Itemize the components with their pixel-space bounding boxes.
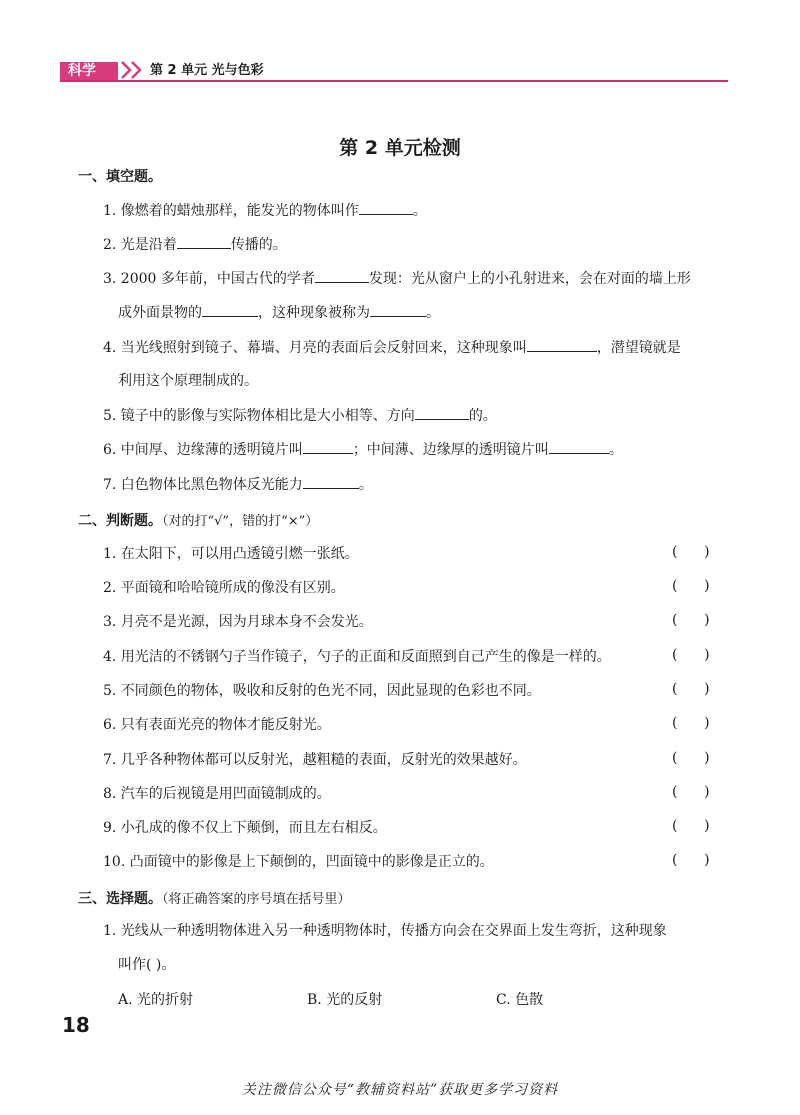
answer-blank[interactable] [527, 337, 597, 352]
answer-blank[interactable] [303, 474, 359, 489]
section-true-false-title: 二、判断题。（对的打“√”，错的打“×”） [78, 513, 319, 529]
fill-question-1: 1. 像燃着的蜡烛那样，能发光的物体叫作 。 [103, 200, 427, 221]
answer-blank[interactable] [359, 200, 413, 215]
answer-paren[interactable]: ( ) [672, 750, 710, 766]
answer-blank[interactable] [549, 439, 609, 454]
fill-question-3-line1: 3. 2000 多年前，中国古代的学者 发现：光从窗户上的小孔射进来，会在对面的墙上形 [103, 268, 691, 289]
answer-paren[interactable]: ( ) [672, 818, 710, 834]
answer-paren[interactable]: ( ) [672, 578, 710, 594]
answer-paren[interactable]: ( ) [672, 612, 710, 628]
answer-paren[interactable]: ( ) [672, 715, 710, 731]
answer-paren[interactable]: ( ) [672, 647, 710, 663]
fill-question-4-line2: 利用这个原理制成的。 [118, 373, 258, 389]
answer-blank[interactable] [177, 234, 231, 249]
fill-question-4-line1: 4. 当光线照射到镜子、幕墙、月亮的表面后会反射回来，这种现象叫 ，潜望镜就是 [103, 337, 681, 358]
subject-tag: 科学 [60, 62, 118, 80]
page-title: 第 2 单元检测 [339, 137, 461, 159]
page-header [60, 60, 728, 82]
double-chevron-icon [120, 60, 146, 80]
judge-item-1: 1. 在太阳下，可以用凸透镜引燃一张纸。 [103, 546, 359, 562]
judge-item-9: 9. 小孔成的像不仅上下颠倒，而且左右相反。 [103, 820, 387, 836]
choice-option-a[interactable]: A. 光的折射 [118, 992, 194, 1008]
judge-item-7: 7. 几乎各种物体都可以反射光，越粗糙的表面，反射光的效果越好。 [103, 752, 527, 768]
fill-question-7: 7. 白色物体比黑色物体反光能力 。 [103, 474, 373, 495]
answer-paren[interactable]: ( ) [672, 681, 710, 697]
fill-question-6: 6. 中间厚、边缘薄的透明镜片叫 ；中间薄、边缘厚的透明镜片叫 。 [103, 439, 623, 460]
footer-note: 关注微信公众号“教辅资料站”获取更多学习资料 [241, 1082, 559, 1098]
answer-paren[interactable]: ( ) [672, 852, 710, 868]
answer-blank[interactable] [202, 302, 258, 317]
fill-question-3-line2: 成外面景物的 ，这种现象被称为 。 [118, 302, 440, 323]
choice-option-c[interactable]: C. 色散 [496, 992, 544, 1008]
answer-blank[interactable] [415, 405, 469, 420]
fill-question-2: 2. 光是沿着 传播的。 [103, 234, 287, 255]
judge-item-6: 6. 只有表面光亮的物体才能反射光。 [103, 717, 331, 733]
section-fill-in-title: 一、填空题。 [78, 169, 162, 185]
judge-item-8: 8. 汽车的后视镜是用凹面镜制成的。 [103, 786, 331, 802]
judge-item-10: 10. 凸面镜中的影像是上下颠倒的，凹面镜中的影像是正立的。 [103, 854, 494, 870]
answer-blank[interactable] [370, 302, 426, 317]
judge-item-4: 4. 用光洁的不锈钢勺子当作镜子，勺子的正面和反面照到自己产生的像是一样的。 [103, 649, 611, 665]
section-choice-title: 三、选择题。（将正确答案的序号填在括号里） [78, 891, 351, 907]
answer-blank[interactable] [303, 439, 353, 454]
answer-blank[interactable] [315, 268, 369, 283]
header-divider [60, 80, 728, 82]
unit-title: 第 2 单元 光与色彩 [150, 63, 264, 78]
answer-paren[interactable]: ( ) [672, 544, 710, 560]
choice-option-b[interactable]: B. 光的反射 [307, 992, 383, 1008]
answer-paren[interactable]: ( ) [672, 784, 710, 800]
page-number: 18 [62, 1013, 90, 1037]
choice-question-1-line1: 1. 光线从一种透明物体进入另一种透明物体时，传播方向会在交界面上发生弯折，这种现象 [103, 923, 667, 939]
judge-item-3: 3. 月亮不是光源，因为月球本身不会发光。 [103, 614, 373, 630]
choice-question-1-line2: 叫作( )。 [118, 957, 176, 973]
fill-question-5: 5. 镜子中的影像与实际物体相比是大小相等、方向 的。 [103, 405, 497, 426]
judge-item-5: 5. 不同颜色的物体，吸收和反射的色光不同，因此显现的色彩也不同。 [103, 683, 541, 699]
judge-item-2: 2. 平面镜和哈哈镜所成的像没有区别。 [103, 580, 345, 596]
